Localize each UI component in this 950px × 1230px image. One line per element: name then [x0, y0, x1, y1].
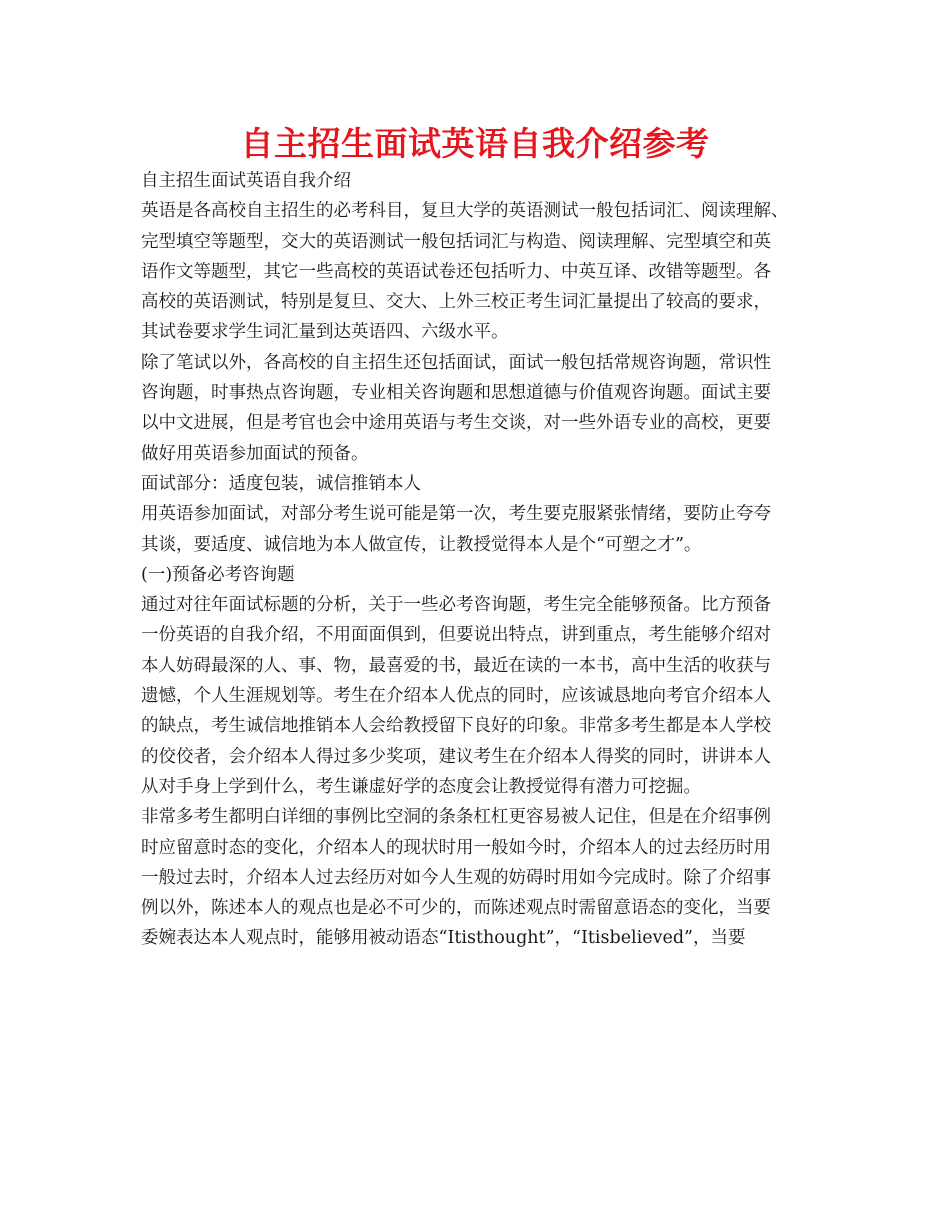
- text-line: 面试部分：适度包装，诚信推销本人: [141, 473, 421, 494]
- text-line: 自主招生面试英语自我介绍: [141, 171, 351, 191]
- text-line: 除了笔试以外，各高校的自主招生还包括面试，面试一般包括常规咨询题，常识性: [141, 352, 771, 373]
- text-line: 咨询题，时事热点咨询题，专业相关咨询题和思想道德与价值观咨询题。面试主要: [141, 383, 771, 404]
- text-line: 完型填空等题型，交大的英语测试一般包括词汇与构造、阅读理解、完型填空和英: [141, 231, 771, 252]
- text-line: 本人妨碍最深的人、事、物，最喜爱的书，最近在读的一本书，高中生活的收获与: [141, 655, 771, 676]
- text-line: 一般过去时，介绍本人过去经历对如今人生观的妨碍时用如今完成时。除了介绍事: [141, 867, 771, 888]
- text-line: 从对手身上学到什么，考生谦虚好学的态度会让教授觉得有潜力可挖掘。: [141, 776, 701, 797]
- text-line: 英语是各高校自主招生的必考科目，复旦大学的英语测试一般包括词汇、阅读理解、: [141, 201, 789, 222]
- text-line: 的缺点，考生诚信地推销本人会给教授留下良好的印象。非常多考生都是本人学校: [141, 716, 771, 737]
- text-line: 其试卷要求学生词汇量到达英语四、六级水平。: [141, 322, 509, 343]
- text-line: (一)预备必考咨询题: [141, 564, 295, 585]
- text-line: 语作文等题型，其它一些高校的英语试卷还包括听力、中英互译、改错等题型。各: [141, 261, 771, 282]
- text-line: 的佼佼者，会介绍本人得过多少奖项，建议考生在介绍本人得奖的同时，讲讲本人: [141, 746, 771, 767]
- text-line: 通过对往年面试标题的分析，关于一些必考咨询题，考生完全能够预备。比方预备: [141, 595, 771, 616]
- text-line: 遗憾，个人生涯规划等。考生在介绍本人优点的同时，应该诚恳地向考官介绍本人: [141, 686, 771, 707]
- text-line: 非常多考生都明白详细的事例比空洞的条条杠杠更容易被人记住，但是在介绍事例: [141, 807, 771, 828]
- document-title: 自主招生面试英语自我介绍参考: [240, 124, 710, 163]
- text-line: 做好用英语参加面试的预备。: [141, 443, 369, 464]
- text-line: 用英语参加面试，对部分考生说可能是第一次，考生要克服紧张情绪，要防止夸夸: [141, 504, 771, 525]
- text-line: 一份英语的自我介绍，不用面面俱到，但要说出特点，讲到重点，考生能够介绍对: [141, 625, 771, 646]
- text-line: 高校的英语测试，特别是复旦、交大、上外三校正考生词汇量提出了较高的要求，: [141, 292, 771, 313]
- text-line: 时应留意时态的变化，介绍本人的现状时用一般如今时，介绍本人的过去经历时用: [141, 837, 771, 858]
- text-line: 以中文进展，但是考官也会中途用英语与考生交谈，对一些外语专业的高校，更要: [141, 413, 771, 434]
- text-line: 其谈，要适度、诚信地为本人做宣传，让教授觉得本人是个“可塑之才”。: [141, 534, 702, 555]
- text-line: 例以外，陈述本人的观点也是必不可少的，而陈述观点时需留意语态的变化，当要: [141, 898, 771, 919]
- text-line: 委婉表达本人观点时，能够用被动语态“Itisthought”，“Itisbelieved”，当要: [141, 928, 746, 949]
- document-body: [141, 166, 821, 954]
